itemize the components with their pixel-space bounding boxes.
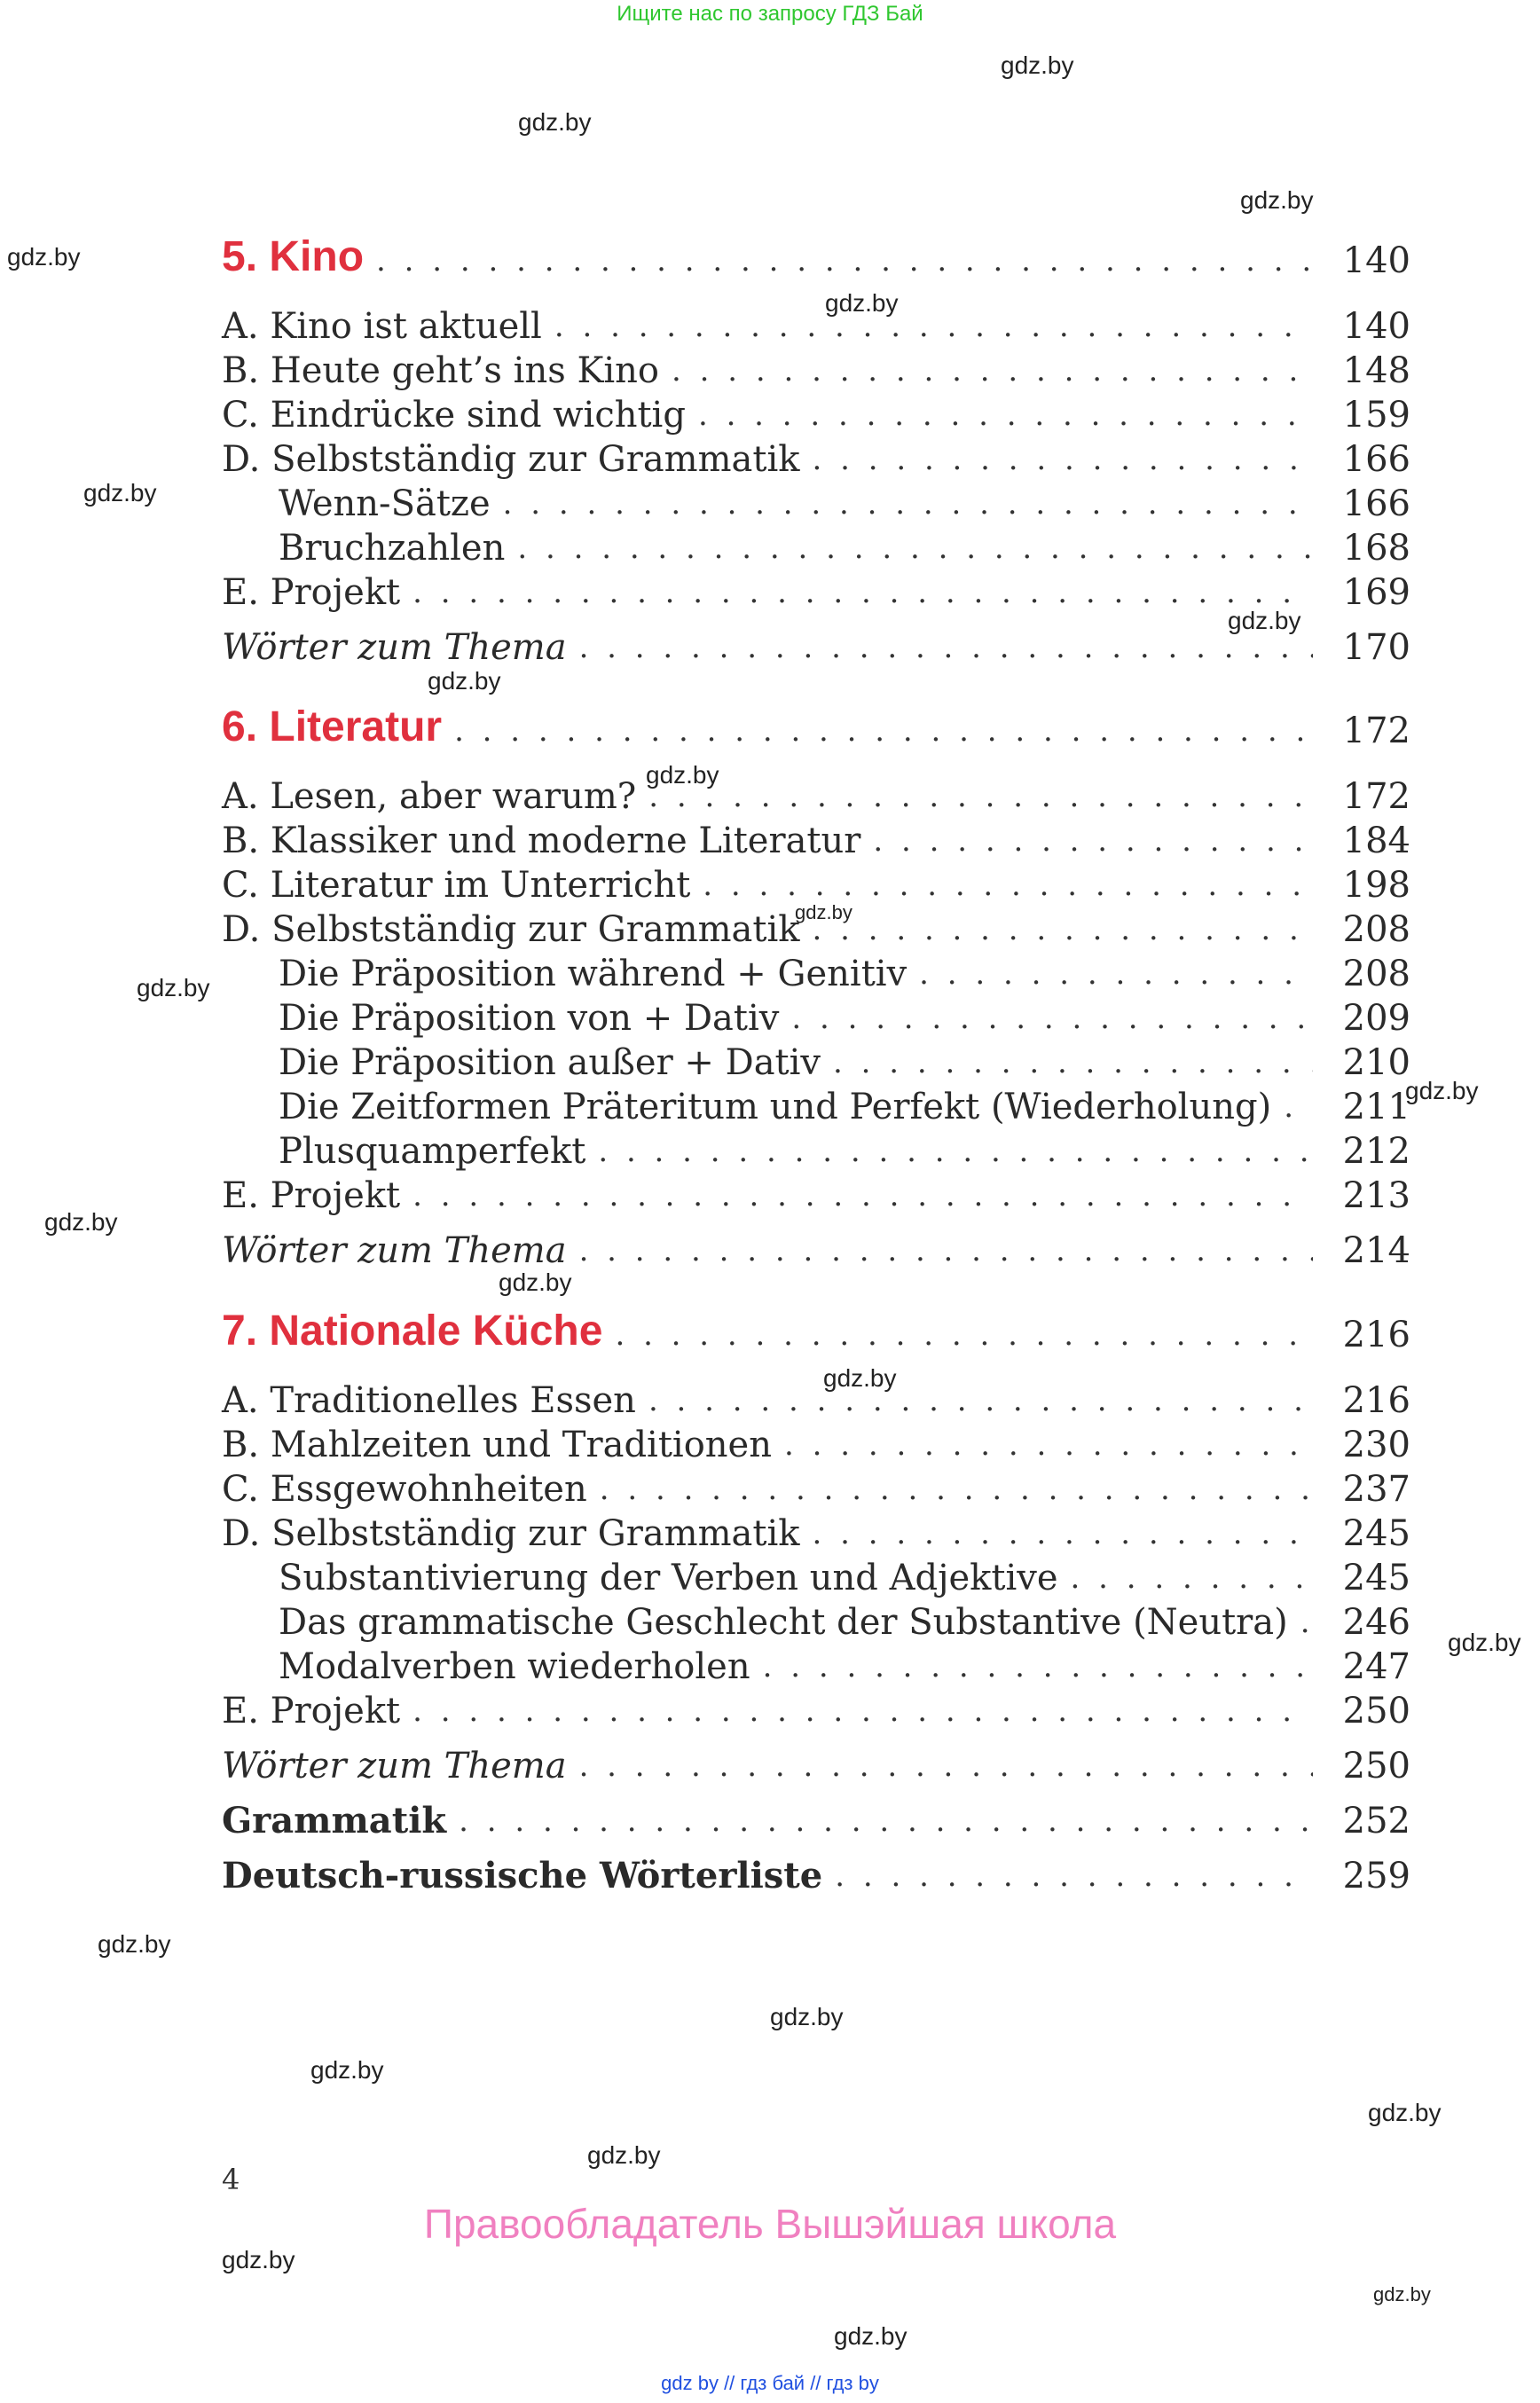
leader-dots: [1284, 1087, 1313, 1127]
entry-label: C. Eindrücke sind wichtig: [222, 395, 686, 436]
watermark: gdz.by: [1001, 51, 1074, 79]
page-number: 246: [1342, 1602, 1410, 1643]
leader-dots: [812, 439, 1313, 480]
leader-dots: [615, 1315, 1313, 1355]
toc-subentry[interactable]: [279, 991, 1410, 1041]
toc-entry[interactable]: [222, 1506, 1410, 1556]
leader-dots: [784, 1425, 1313, 1465]
entry-label: E. Projekt: [222, 1691, 401, 1732]
leader-dots: [554, 306, 1313, 347]
leader-dots: [833, 1042, 1313, 1083]
page-number: 247: [1342, 1646, 1410, 1687]
toc-chapter-5[interactable]: [222, 228, 1410, 283]
page-number: 213: [1342, 1175, 1410, 1216]
toc-subentry[interactable]: [279, 946, 1410, 996]
leader-dots: [412, 1691, 1313, 1732]
watermark: gdz.by: [1373, 2283, 1431, 2305]
toc-entry[interactable]: [222, 343, 1410, 393]
leader-dots: [600, 1469, 1313, 1510]
entry-label: B. Mahlzeiten und Traditionen: [222, 1425, 772, 1465]
entry-label: C. Essgewohnheiten: [222, 1469, 587, 1510]
page-number: 140: [1342, 240, 1410, 281]
toc-subentry[interactable]: [279, 521, 1410, 570]
entry-label: Die Präposition außer + Dativ: [279, 1042, 821, 1083]
leader-dots: [579, 627, 1313, 668]
entry-label: B. Klassiker und moderne Literatur: [222, 821, 861, 861]
page-number: 211: [1342, 1087, 1410, 1127]
toc-entry[interactable]: [222, 1462, 1410, 1512]
page-number: 250: [1342, 1746, 1410, 1787]
entry-label: A. Lesen, aber warum?: [222, 776, 637, 817]
leader-dots: [835, 1856, 1313, 1896]
entry-label: E. Projekt: [222, 1175, 401, 1216]
toc-entry[interactable]: [222, 1684, 1410, 1733]
toc-entry[interactable]: [222, 813, 1410, 863]
toc-subentry[interactable]: [279, 476, 1410, 526]
entry-label: Modalverben wiederholen: [279, 1646, 750, 1687]
page-number: 148: [1342, 350, 1410, 391]
chapter-title: 5. Kino: [222, 233, 365, 280]
entry-label: Bruchzahlen: [279, 528, 506, 569]
leader-dots: [376, 240, 1313, 281]
watermark: gdz.by: [7, 243, 81, 271]
toc-entry[interactable]: [222, 1417, 1410, 1467]
toc-subentry[interactable]: [279, 1551, 1410, 1600]
leader-dots: [698, 395, 1313, 436]
page-number: 210: [1342, 1042, 1410, 1083]
leader-dots: [412, 572, 1313, 613]
page-number: 208: [1342, 954, 1410, 994]
page-number: 184: [1342, 821, 1410, 861]
page-number: 259: [1342, 1856, 1410, 1896]
page-number: 216: [1342, 1315, 1410, 1355]
leader-dots: [791, 998, 1313, 1039]
toc-entry[interactable]: [222, 858, 1410, 907]
entry-label: A. Traditionelles Essen: [222, 1380, 636, 1421]
leader-dots: [459, 1801, 1313, 1842]
page-number: 245: [1342, 1513, 1410, 1554]
entry-label: Plusquamperfekt: [279, 1131, 586, 1172]
watermark: gdz.by: [1228, 607, 1301, 634]
toc-entry[interactable]: [222, 432, 1410, 482]
page-number: 169: [1342, 572, 1410, 613]
toc-subentry[interactable]: [279, 1035, 1410, 1085]
watermark: gdz.by: [1368, 2099, 1442, 2126]
page-number: 250: [1342, 1691, 1410, 1732]
page-number: 140: [1342, 306, 1410, 347]
entry-label: Die Präposition während + Genitiv: [279, 954, 908, 994]
page-number: 198: [1342, 865, 1410, 906]
entry-label: Die Präposition von + Dativ: [279, 998, 780, 1039]
leader-dots: [763, 1646, 1313, 1687]
entry-label: C. Literatur im Unterricht: [222, 865, 691, 906]
entry-label: D. Selbstständig zur Grammatik: [222, 439, 800, 480]
leader-dots: [672, 350, 1313, 391]
page-number: 212: [1342, 1131, 1410, 1172]
watermark: gdz.by: [1405, 1077, 1479, 1104]
page-number: 252: [1342, 1801, 1410, 1842]
leader-dots: [648, 1380, 1313, 1421]
toc-grammatik[interactable]: [222, 1794, 1410, 1843]
watermark: gdz.by: [44, 1208, 118, 1236]
toc-subentry[interactable]: [279, 1639, 1410, 1689]
watermark: gdz.by: [795, 901, 852, 923]
toc-words-entry[interactable]: [222, 1223, 1410, 1273]
entry-label: Die Zeitformen Präteritum und Perfekt (Wiederholung): [279, 1087, 1272, 1127]
leader-dots: [579, 1230, 1313, 1271]
entry-label: Substantivierung der Verben und Adjektive: [279, 1558, 1058, 1598]
watermark: gdz.by: [1448, 1629, 1521, 1656]
page-number: 245: [1342, 1558, 1410, 1598]
entry-label: D. Selbstständig zur Grammatik: [222, 1513, 800, 1554]
page-number: 168: [1342, 528, 1410, 569]
leader-dots: [579, 1746, 1313, 1787]
watermark: gdz.by: [310, 2056, 384, 2084]
bottom-links[interactable]: gdz by // гдз бай // гдз by: [661, 2372, 879, 2394]
entry-label: Wörter zum Thema: [222, 627, 567, 668]
leader-dots: [412, 1175, 1313, 1216]
leader-dots: [919, 954, 1313, 994]
toc-entry[interactable]: [222, 769, 1410, 819]
page-number: 237: [1342, 1469, 1410, 1510]
watermark: gdz.by: [222, 2246, 295, 2273]
page-number: 214: [1342, 1230, 1410, 1271]
watermark: gdz.by: [428, 667, 501, 695]
toc-subentry[interactable]: [279, 1080, 1410, 1129]
watermark: gdz.by: [587, 2141, 661, 2169]
page-number: 159: [1342, 395, 1410, 436]
entry-label: Grammatik: [222, 1800, 447, 1842]
page-number: 170: [1342, 627, 1410, 668]
watermark: gdz.by: [137, 974, 210, 1001]
watermark: gdz.by: [98, 1930, 171, 1958]
watermark: gdz.by: [646, 761, 719, 789]
leader-dots: [454, 711, 1313, 751]
entry-label: Das grammatische Geschlecht der Substantive (Neutra): [279, 1602, 1288, 1643]
entry-label: A. Kino ist aktuell: [222, 306, 542, 347]
toc-subentry[interactable]: [279, 1124, 1410, 1174]
watermark: gdz.by: [770, 2003, 844, 2030]
leader-dots: [1300, 1602, 1313, 1643]
entry-label: Wörter zum Thema: [222, 1746, 567, 1787]
chapter-title: 6. Literatur: [222, 703, 443, 750]
leader-dots: [503, 483, 1313, 524]
page-number: 216: [1342, 1380, 1410, 1421]
chapter-title: 7. Nationale Küche: [222, 1308, 603, 1355]
leader-dots: [517, 528, 1313, 569]
entry-label: Deutsch-russische Wörterliste: [222, 1855, 823, 1896]
page-number: 172: [1342, 711, 1410, 751]
watermark: gdz.by: [518, 108, 592, 136]
watermark: gdz.by: [825, 289, 899, 317]
toc-words-entry[interactable]: [222, 1739, 1410, 1788]
toc-entry[interactable]: [222, 1373, 1410, 1423]
leader-dots: [812, 1513, 1313, 1554]
toc-subentry[interactable]: [279, 1595, 1410, 1645]
leader-dots: [1071, 1558, 1313, 1598]
page-number: 166: [1342, 439, 1410, 480]
leader-dots: [703, 865, 1313, 906]
leader-dots: [873, 821, 1313, 861]
copyright-notice: Правообладатель Вышэйшая школа: [423, 2201, 1117, 2247]
entry-label: E. Projekt: [222, 572, 401, 613]
entry-label: Wörter zum Thema: [222, 1230, 567, 1271]
toc-woerterliste[interactable]: [222, 1849, 1410, 1898]
toc-chapter-7[interactable]: [222, 1302, 1410, 1357]
entry-label: B. Heute geht’s ins Kino: [222, 350, 659, 391]
watermark: gdz.by: [823, 1364, 897, 1392]
book-page-number: 4: [222, 2163, 240, 2196]
page-number: 166: [1342, 483, 1410, 524]
leader-dots: [812, 909, 1313, 950]
toc-entry[interactable]: [222, 388, 1410, 437]
page-number: 172: [1342, 776, 1410, 817]
watermark: gdz.by: [83, 479, 157, 507]
leader-dots: [648, 776, 1313, 817]
top-banner[interactable]: Ищите нас по запросу ГДЗ Бай: [617, 2, 923, 26]
entry-label: D. Selbstständig zur Grammatik: [222, 909, 800, 950]
toc-entry[interactable]: [222, 1168, 1410, 1218]
toc-entry[interactable]: [222, 299, 1410, 349]
page-number: 208: [1342, 909, 1410, 950]
toc-chapter-6[interactable]: [222, 698, 1410, 753]
leader-dots: [598, 1131, 1313, 1172]
page-number: 230: [1342, 1425, 1410, 1465]
watermark: gdz.by: [834, 2322, 908, 2350]
watermark: gdz.by: [1240, 186, 1314, 214]
entry-label: Wenn-Sätze: [279, 483, 491, 524]
page-number: 209: [1342, 998, 1410, 1039]
watermark: gdz.by: [499, 1268, 572, 1296]
